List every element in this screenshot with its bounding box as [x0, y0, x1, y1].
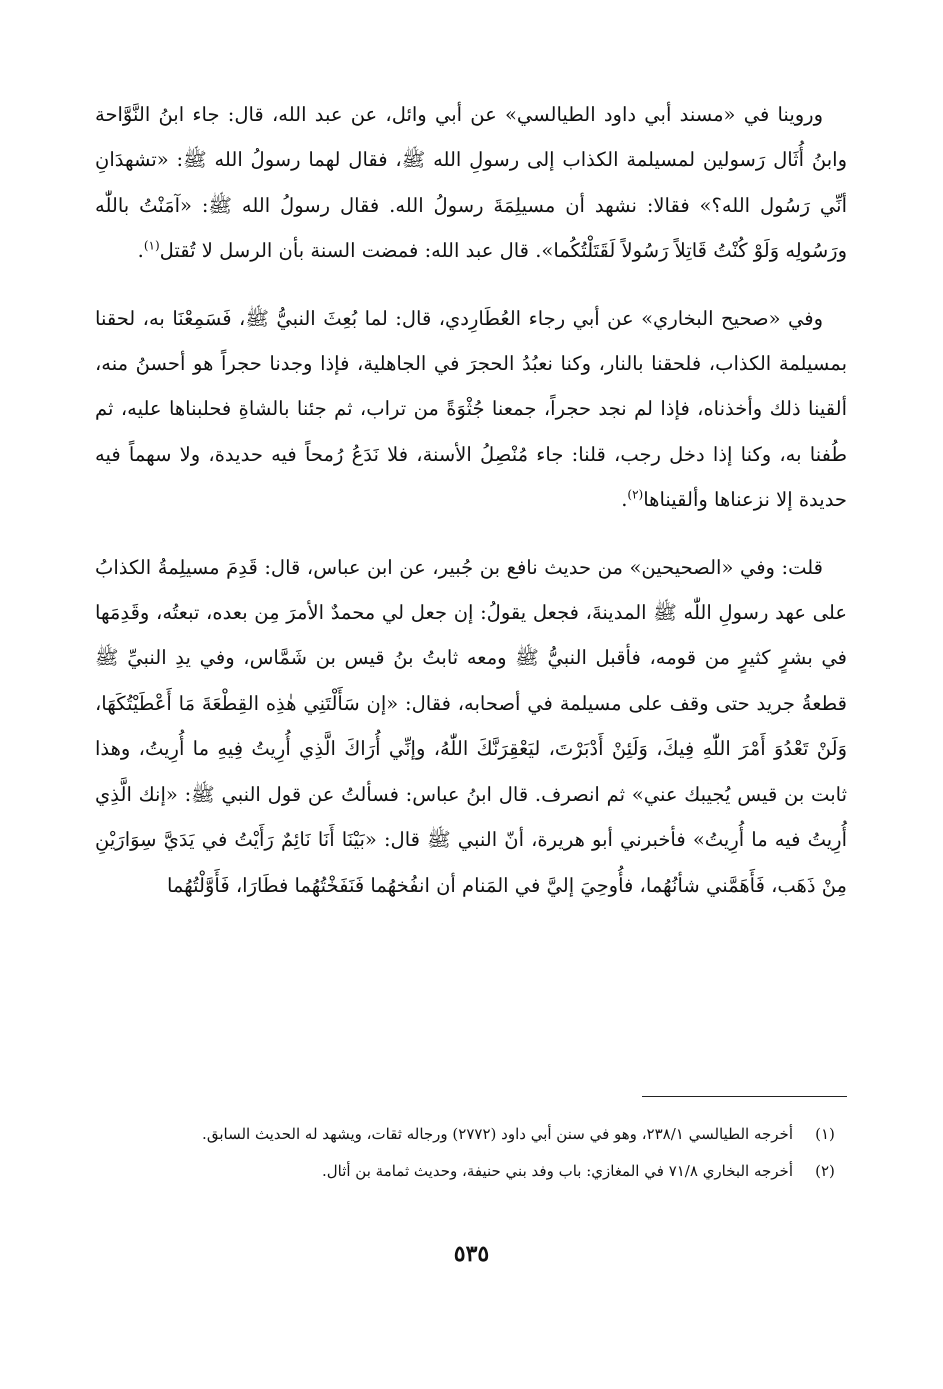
footnote	[95, 1155, 847, 1188]
footnote-number: (٢)	[815, 1162, 835, 1180]
paragraph	[95, 296, 847, 523]
footnote	[95, 1118, 847, 1151]
paragraph	[95, 545, 847, 908]
footnotes	[95, 1118, 847, 1192]
page-number: ٥٣٥	[453, 1241, 490, 1267]
paragraph-tail: .	[621, 488, 628, 512]
paragraph-tail: .	[137, 239, 144, 263]
paragraph-text: وفي «صحيح البخاري» عن أبي رجاء العُطَارِدي، قال: لما بُعِثَ النبيُّ ﷺ، فَسَمِعْنَا به، لحقنا بمسيلمة الكذاب، فلحقنا بالنار، وكنا نعبُدُ الحجرَ في الجاهلية، فإذا وجدنا حجراً هو أحسنُ منه، ألقينا ذلك وأخذناه، فإذا لم نجد حجراً، جمعنا جُثْوَةً من تراب، ثم جئنا بالشاةِ فحلبناها عليه، ثم طُفنا به، وكنا إذا دخل رجب، قلنا: جاء مُنْصِلُ الأسنة، فلا نَدَعُ رُمحاً فيه حديدة، ولا سهماً فيه حديدة إلا نزعناها وألقيناها	[95, 306, 847, 512]
main-text	[95, 92, 847, 930]
footnote-text: أخرجه الطيالسي ٢٣٨/١، وهو في سنن أبي داود (٢٧٧٢) ورجاله ثقات، ويشهد له الحديث السابق.	[202, 1125, 793, 1143]
footnote-text: أخرجه البخاري ٧١/٨ في المغازي: باب وفد بني حنيفة، وحديث ثمامة بن أثال.	[321, 1162, 793, 1180]
paragraph-text: قلت: وفي «الصحيحين» من حديث نافع بن جُبير، عن ابن عباس، قال: قَدِمَ مسيلِمةُ الكذابُ على عهد رسولِ اللّٰه ﷺ المدينةَ، فجعل يقولُ: إن جعل لي محمدٌ الأمرَ مِن بعده، تبعتُه، وقَدِمَها في بشرٍ كثيرٍ من قومه، فأقبل النبيُّ ﷺ ومعه ثابتُ بنُ قيس بن شَمَّاس، وفي يدِ النبيِّ ﷺ قطعةُ جريد حتى وقف على مسيلمة في أصحابه، فقال: «إن سَأَلْتَنِي هٰذِه القِطْعَةَ مَا أَعْطَيْتُكَهَا، وَلَنْ تَعْدُوَ أَمْرَ اللّٰهِ فِيكَ، وَلَئِنْ أَدْبَرْتَ، ليَعْقِرَنَّكَ اللّٰهُ، وإنِّي أُرَاكَ الَّذِي أُرِيتُ فِيهِ ما أُرِيتُ، وهذا ثابت بن قيس يُجيبك عني» ثم انصرف. قال ابنُ عباس: فسألتُ عن قول النبي ﷺ: «إنك الَّذِي أُرِيتُ فيه ما أُرِيتُ» فأخبرني أبو هريرة، أنّ النبي ﷺ قال: «بَيْنَا أَنَا نَائِمٌ رَأَيْتُ في يَدَيَّ سِوَارَيْنِ مِنْ ذَهَب، فَأَهَمَّني شأنُهُما، فأُوحِيَ إليَّ في المَنام أن انفُخهُما فَنَفَخْتُهُما فطَارَا، فَأَوَّلْتُهُما	[95, 555, 847, 897]
paragraph-text: وروينا في «مسند أبي داود الطيالسي» عن أبي وائل، عن عبد الله، قال: جاء ابنُ النَّوَّاحة وابنُ أُثَال رَسولين لمسيلمة الكذاب إلى رسولِ الله ﷺ، فقال لهما رسولُ الله ﷺ: «تشهدَانِ أنِّي رَسُول الله؟» فقالا: نشهد أن مسيلِمَةَ رسولُ الله. فقال رسولُ الله ﷺ: «آمَنْتُ باللّٰه ورَسُولِه وَلَوْ كُنْتُ قَاتِلاً رَسُولاً لَقَتَلْتُكُما». قال عبد الله: فمضت السنة بأن الرسل لا تُقتل	[95, 103, 847, 263]
paragraph	[95, 92, 847, 274]
footnote-reference[interactable]: (١)	[143, 238, 160, 253]
footnote-number: (١)	[815, 1125, 835, 1143]
footnote-divider	[642, 1096, 847, 1097]
footnote-reference[interactable]: (٢)	[627, 487, 644, 502]
